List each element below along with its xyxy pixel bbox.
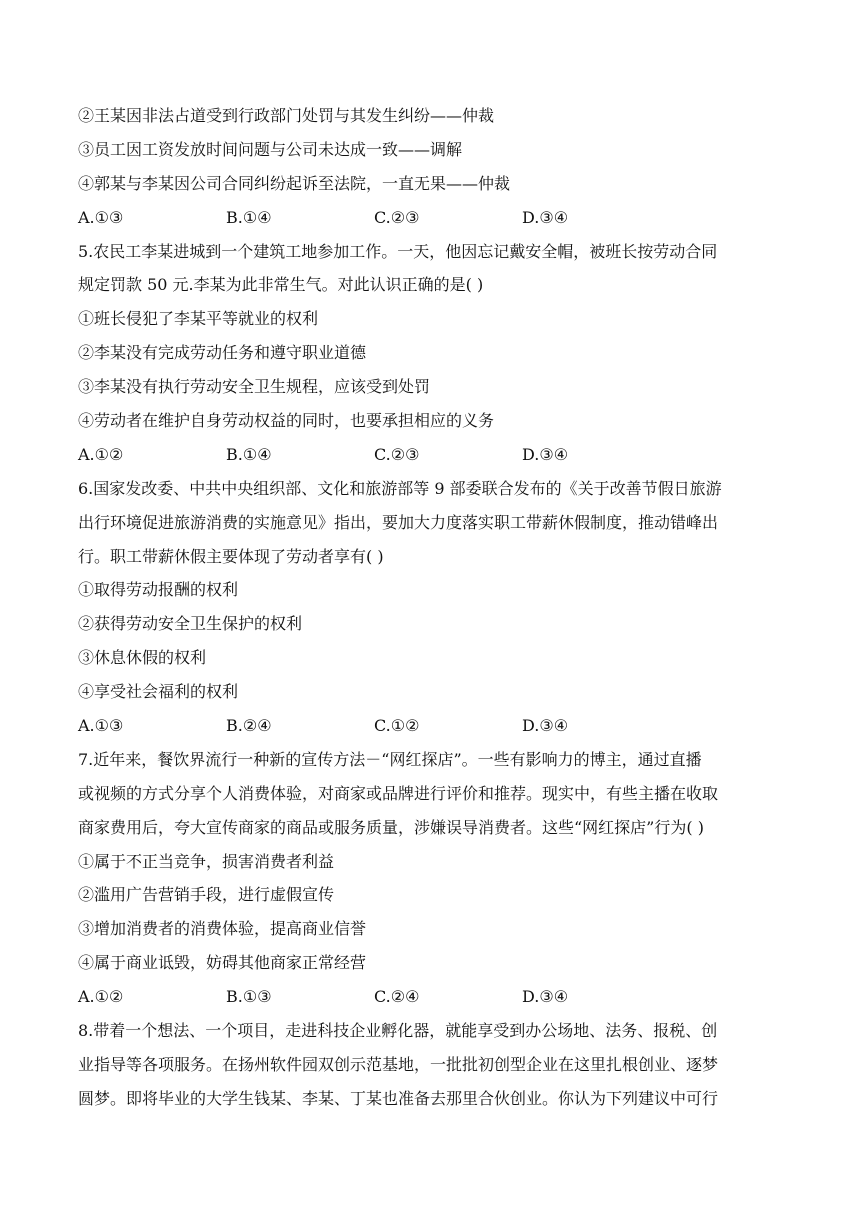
question-8 — [78, 1014, 798, 1116]
choice-item: ③休息休假的权利 — [78, 648, 207, 668]
choice-item: ④劳动者在维护自身劳动权益的同时，也要承担相应的义务 — [78, 411, 495, 431]
question-stem: 6.国家发改委、中共中央组织部、文化和旅游部等 9 部委联合发布的《关于改善节假日旅游 — [78, 478, 722, 498]
question-stem: 7.近年来，餐饮界流行一种新的宣传方法－“网红探店”。一些有影响力的博主，通过直播 — [78, 749, 702, 769]
question-stem: 或视频的方式分享个人消费体验，对商家或品牌进行评价和推荐。现实中，有些主播在收取 — [78, 783, 719, 803]
question-stem: 业指导等各项服务。在扬州软件园双创示范基地，一批批初创型企业在这里扎根创业、逐梦 — [78, 1054, 719, 1074]
choice-item: ①属于不正当竞争，损害消费者利益 — [78, 851, 335, 871]
choice-item: ②李某没有完成劳动任务和遵守职业道德 — [78, 343, 367, 363]
option-d: D.③④ — [522, 716, 569, 736]
choice-item: ①取得劳动报酬的权利 — [78, 580, 239, 600]
option-c: C.②④ — [374, 987, 420, 1007]
option-b: B.①③ — [226, 987, 272, 1007]
question-stem: 出行环境促进旅游消费的实施意见》指出，要加大力度落实职工带薪休假制度，推动错峰出 — [78, 512, 719, 532]
choice-item: ②滥用广告营销手段，进行虚假宣传 — [78, 885, 335, 905]
question-stem: 5.农民工李某进城到一个建筑工地参加工作。一天，他因忘记戴安全帽，被班长按劳动合同 — [78, 241, 718, 261]
choice-item: ②获得劳动安全卫生保护的权利 — [78, 614, 303, 634]
option-b: B.①④ — [226, 207, 272, 227]
question-stem: 8.带着一个想法、一个项目，走进科技企业孵化器，就能享受到办公场地、法务、报税、创 — [78, 1021, 718, 1041]
question-stem: 行。职工带薪休假主要体现了劳动者享有( ) — [78, 546, 384, 566]
option-d: D.③④ — [522, 207, 569, 227]
option-c: C.②③ — [374, 444, 420, 464]
option-c: C.①② — [374, 716, 420, 736]
option-b: B.①④ — [226, 444, 272, 464]
answer-options — [78, 709, 798, 743]
answer-options — [78, 438, 798, 472]
question-5 — [78, 235, 798, 472]
choice-item: ④属于商业诋毁，妨碍其他商家正常经营 — [78, 953, 367, 973]
option-a: A.①③ — [78, 207, 124, 227]
option-d: D.③④ — [522, 987, 569, 1007]
question-6 — [78, 472, 798, 743]
option-a: A.①③ — [78, 716, 124, 736]
answer-options — [78, 201, 798, 235]
option-b: B.②④ — [226, 716, 272, 736]
question-stem: 圆梦。即将毕业的大学生钱某、李某、丁某也准备去那里合伙创业。你认为下列建议中可行 — [78, 1088, 719, 1108]
option-a: A.①② — [78, 444, 124, 464]
choice-item: ③增加消费者的消费体验，提高商业信誉 — [78, 919, 367, 939]
option-c: C.②③ — [374, 207, 420, 227]
exam-page — [78, 99, 798, 1116]
answer-options — [78, 980, 798, 1014]
choice-item: ④郭某与李某因公司合同纠纷起诉至法院，一直无果——仲裁 — [78, 173, 511, 193]
choice-item: ③员工因工资发放时间问题与公司未达成一致——调解 — [78, 139, 463, 159]
question-stem: 规定罚款 50 元.李某为此非常生气。对此认识正确的是( ) — [78, 275, 484, 295]
question-4-tail — [78, 99, 798, 235]
option-d: D.③④ — [522, 444, 569, 464]
choice-item: ④享受社会福利的权利 — [78, 682, 239, 702]
choice-item: ①班长侵犯了李某平等就业的权利 — [78, 309, 319, 329]
choice-item: ②王某因非法占道受到行政部门处罚与其发生纠纷——仲裁 — [78, 106, 495, 125]
question-stem: 商家费用后，夸大宣传商家的商品或服务质量，涉嫌误导消费者。这些“网红探店”行为( ) — [78, 817, 704, 837]
choice-item: ③李某没有执行劳动安全卫生规程，应该受到处罚 — [78, 377, 431, 397]
question-7 — [78, 743, 798, 1014]
option-a: A.①② — [78, 987, 124, 1007]
